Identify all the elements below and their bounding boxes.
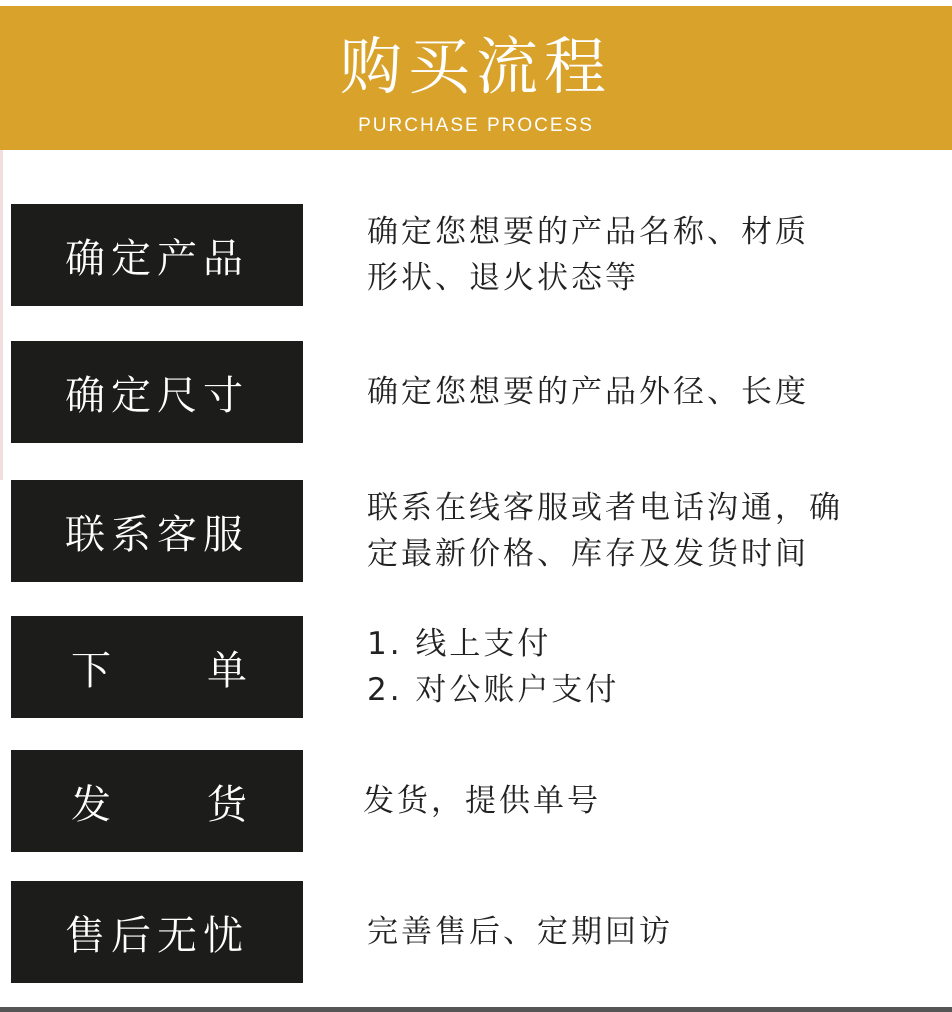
step-label-box: 售后无忧 <box>11 881 303 983</box>
step-confirm-size <box>0 341 952 445</box>
page-subtitle: PURCHASE PROCESS <box>358 115 594 136</box>
step-description-line: 确定您想要的产品名称、材质 <box>367 214 809 250</box>
step-label-right: 单 <box>207 647 247 694</box>
step-description-line: 定最新价格、库存及发货时间 <box>367 536 809 572</box>
step-description <box>363 750 933 852</box>
step-description <box>367 881 937 983</box>
step-label-box <box>11 616 303 718</box>
step-description-line: 确定您想要的产品外径、长度 <box>367 374 809 410</box>
step-label-box: 确定尺寸 <box>11 341 303 443</box>
step-description-line: 形状、退火状态等 <box>367 260 639 296</box>
step-shipping <box>0 750 952 854</box>
step-place-order <box>0 616 952 720</box>
step-label-right: 货 <box>207 781 247 828</box>
step-description <box>367 616 937 718</box>
step-label-left: 发 <box>71 781 111 828</box>
step-label-left: 下 <box>71 647 111 694</box>
header-banner <box>0 6 952 150</box>
bottom-divider <box>0 1007 952 1012</box>
step-description-line: 2. 对公账户支付 <box>367 672 620 708</box>
step-description-line: 完善售后、定期回访 <box>367 914 673 950</box>
step-description <box>367 480 937 582</box>
step-description-line: 1. 线上支付 <box>367 626 552 662</box>
step-description <box>367 341 937 443</box>
step-contact-service <box>0 480 952 584</box>
step-confirm-product <box>0 204 952 308</box>
step-label-box <box>11 750 303 852</box>
page-title: 购买流程 <box>339 30 612 103</box>
step-description-line: 发货，提供单号 <box>363 783 601 819</box>
step-description-line: 联系在线客服或者电话沟通，确 <box>367 490 843 526</box>
step-label-box: 联系客服 <box>11 480 303 582</box>
step-description <box>367 204 937 306</box>
step-after-sales <box>0 881 952 985</box>
step-label-box: 确定产品 <box>11 204 303 306</box>
